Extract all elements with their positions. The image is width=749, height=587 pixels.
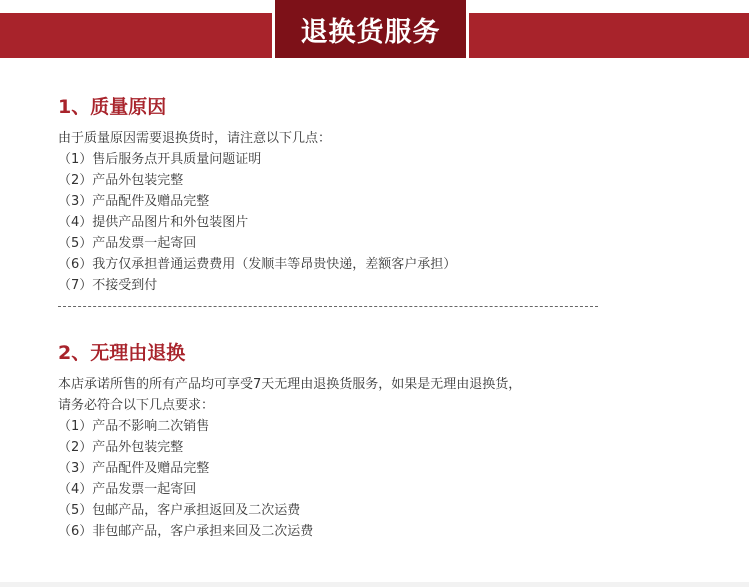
list-item: （2）产品外包装完整	[58, 440, 184, 455]
list-item: （6）我方仅承担普通运费费用（发顺丰等昂贵快递，差额客户承担）	[58, 257, 457, 272]
list-item: （5）包邮产品，客户承担返回及二次运费	[58, 503, 301, 518]
section-heading-no-reason: 2、无理由退换	[58, 342, 186, 364]
section-intro-line: 本店承诺所售的所有产品均可享受7天无理由退换货服务，如果是无理由退换货，	[58, 377, 522, 392]
list-item: （3）产品配件及赠品完整	[58, 461, 210, 476]
title-tab	[272, 0, 469, 58]
section-heading-quality: 1、质量原因	[58, 96, 167, 118]
list-item: （3）产品配件及赠品完整	[58, 194, 210, 209]
list-item: （7）不接受到付	[58, 278, 158, 293]
section-body-quality	[58, 128, 658, 296]
bottom-strip	[0, 582, 749, 587]
list-item: （5）产品发票一起寄回	[58, 236, 197, 251]
list-item: （1）产品不影响二次销售	[58, 419, 210, 434]
section-body-no-reason	[58, 374, 658, 542]
page-title: 退换货服务	[300, 16, 441, 48]
section-divider	[58, 306, 598, 307]
list-item: （4）提供产品图片和外包装图片	[58, 215, 249, 230]
section-intro-line: 请务必符合以下几点要求：	[58, 398, 215, 413]
list-item: （1）售后服务点开具质量问题证明	[58, 152, 262, 167]
section-intro-line: 由于质量原因需要退换货时，请注意以下几点：	[58, 131, 332, 146]
list-item: （6）非包邮产品，客户承担来回及二次运费	[58, 524, 314, 539]
list-item: （2）产品外包装完整	[58, 173, 184, 188]
list-item: （4）产品发票一起寄回	[58, 482, 197, 497]
